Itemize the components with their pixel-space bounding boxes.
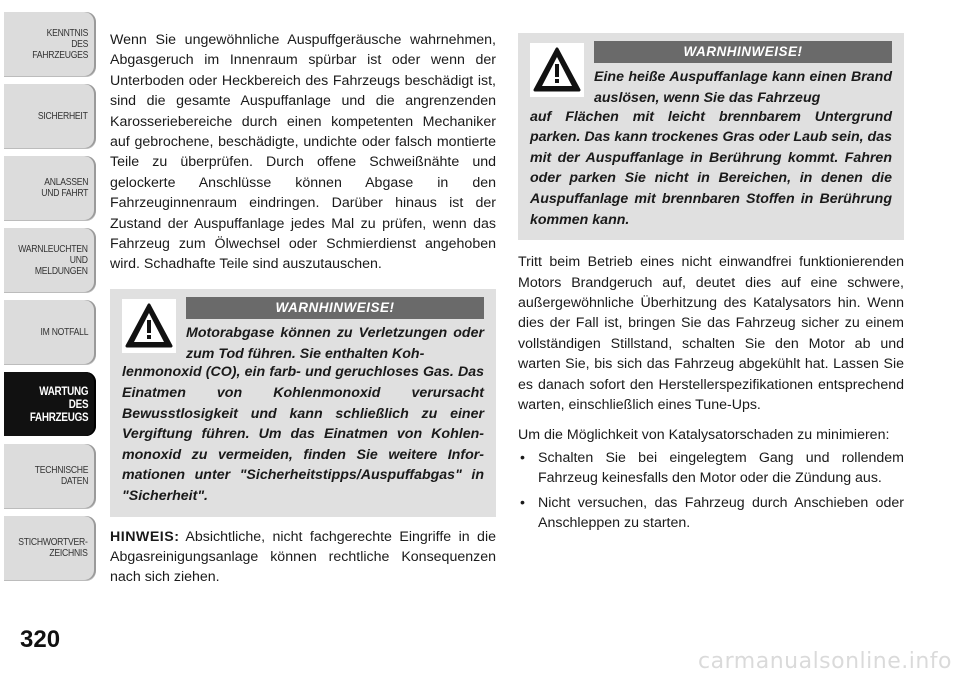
tab-label: SICHERHEIT: [38, 109, 88, 122]
bullet-icon: •: [520, 494, 525, 511]
hinweis-label: HINWEIS:: [110, 528, 180, 545]
watermark: carmanualsonline.info: [698, 649, 952, 674]
bullet-icon: •: [520, 449, 525, 466]
list-item: [518, 493, 904, 534]
tab-warnleuchten-und-meldungen[interactable]: [4, 228, 96, 292]
tab-label: TECHNISCHE DATEN: [34, 464, 88, 487]
list-item: [518, 448, 904, 489]
right-column: [518, 33, 904, 537]
warning-title: WARNHINWEISE!: [594, 41, 892, 63]
tab-anlassen-und-fahrt[interactable]: [4, 156, 96, 220]
tab-wartung-des-fahrzeugs[interactable]: [4, 372, 96, 436]
hinweis-text: Absichtliche, nicht fachgerechte Eingriffe in die Abgasreinigungsanlage können rechtliche Konsequenzen nach sich ziehen.: [110, 528, 496, 586]
tab-label: IM NOTFALL: [40, 325, 88, 338]
tab-label: KENNTNIS DES FAHRZEUGES: [32, 26, 88, 61]
warning-triangle-icon: [122, 299, 176, 353]
warning-text-rest: lenmonoxid (CO), ein farb- und geruchloses Gas. Das Einatmen von Kohlenmonoxid verursacht Bewusstlosigkeit und kann schließlich zu einer Vergiftung führen. Um das Einatmen von Kohlenmonoxid zu vermeiden, finden Sie weitere Informationen unter "Sicherheitstipps/Auspuffabgas" in "Sicherheit".: [122, 364, 484, 505]
warning-text-rest: auf Flächen mit leicht brennbarem Untergrund parken. Das kann trockenes Gras oder Laub sein, das mit der Auspuffanlage in Berührung kommt. Fahren oder parken Sie nicht in Bereichen, in denen die Auspuffanlage mit brennbaren Stoffen in Berührung kommen kann.: [530, 108, 892, 228]
tab-technische-daten[interactable]: [4, 444, 96, 508]
left-column: [110, 30, 496, 598]
warning-triangle-icon: [530, 43, 584, 97]
warning-box-hot-exhaust: [518, 33, 904, 240]
page-number: 320: [20, 626, 61, 653]
warning-title: WARNHINWEISE!: [186, 297, 484, 319]
exhaust-inspection-paragraph: Wenn Sie ungewöhnliche Auspuffgeräusche wahrnehmen, Abgasgeruch im Innenraum spürbar ist oder wenn der Unterboden oder Heckbereich des Fahrzeugs beschädigt ist, sind die gesamte Auspuffanlage und die angrenzenden Karosseriebereiche durch einen kompetenten Mechaniker auf gebrochene, beschädigte, undichte oder falsch montierte Teile zu überprüfen. Durch offene Schweißnähte und gelockerte Anschlüsse können Abgase in den Fahrzeuginnenraum eindringen. Darüber hinaus ist der Zustand der Auspuffanlage jedes Mal zu prüfen, wenn das Fahrzeug zum Ölwechsel oder Schmierdienst angehoben wird. Schadhafte Teile sind auszutauschen.: [110, 32, 496, 273]
tab-stichwortverzeichnis[interactable]: [4, 516, 96, 580]
hinweis-paragraph: [110, 527, 496, 588]
warning-box-exhaust-gas: [110, 289, 496, 517]
chapter-sidebar: [0, 0, 100, 678]
tab-sicherheit[interactable]: [4, 84, 96, 148]
tab-label: WARTUNG DES FAHRZEUGS: [29, 383, 88, 424]
tab-label: ANLASSEN UND FAHRT: [41, 176, 88, 199]
catalyst-overheat-paragraph: Tritt beim Betrieb eines nicht einwandfrei funktionierenden Motors Brandgeruch auf, deutet dies auf eine schwere, außergewöhnliche Überhitzung des Katalysators hin. Wenn dies der Fall ist, bringen Sie das Fahrzeug sicher zu einem vollständigen Stillstand, schalten Sie den Motor ab und warten Sie, bis sich das Fahrzeug abgekühlt hat. Lassen Sie es danach sofort den Herstellerspezifikationen entsprechend warten, einschließlich eines Tune-Ups.: [518, 254, 904, 413]
catalyst-tips-list: [518, 448, 904, 534]
tab-label: STICHWORTVER- ZEICHNIS: [18, 536, 88, 559]
warning-text-top: Eine heiße Auspuffanlage kann einen Brand auslösen, wenn Sie das Fahrzeug: [594, 69, 892, 106]
warning-text-top: Motorabgase können zu Verletzungen oder zum Tod führen. Sie enthalten Koh-: [186, 325, 484, 362]
list-item-text: Nicht versuchen, das Fahrzeug durch Anschieben oder Anschleppen zu starten.: [538, 494, 904, 532]
catalyst-damage-intro: Um die Möglichkeit von Katalysatorschaden zu minimieren:: [518, 427, 890, 444]
tab-im-notfall[interactable]: [4, 300, 96, 364]
list-item-text: Schalten Sie bei eingelegtem Gang und rollendem Fahrzeug keinesfalls den Motor oder die Zündung aus.: [538, 449, 904, 487]
tab-label: WARNLEUCHTEN UND MELDUNGEN: [18, 242, 88, 277]
tab-kenntnis-des-fahrzeuges[interactable]: [4, 12, 96, 76]
